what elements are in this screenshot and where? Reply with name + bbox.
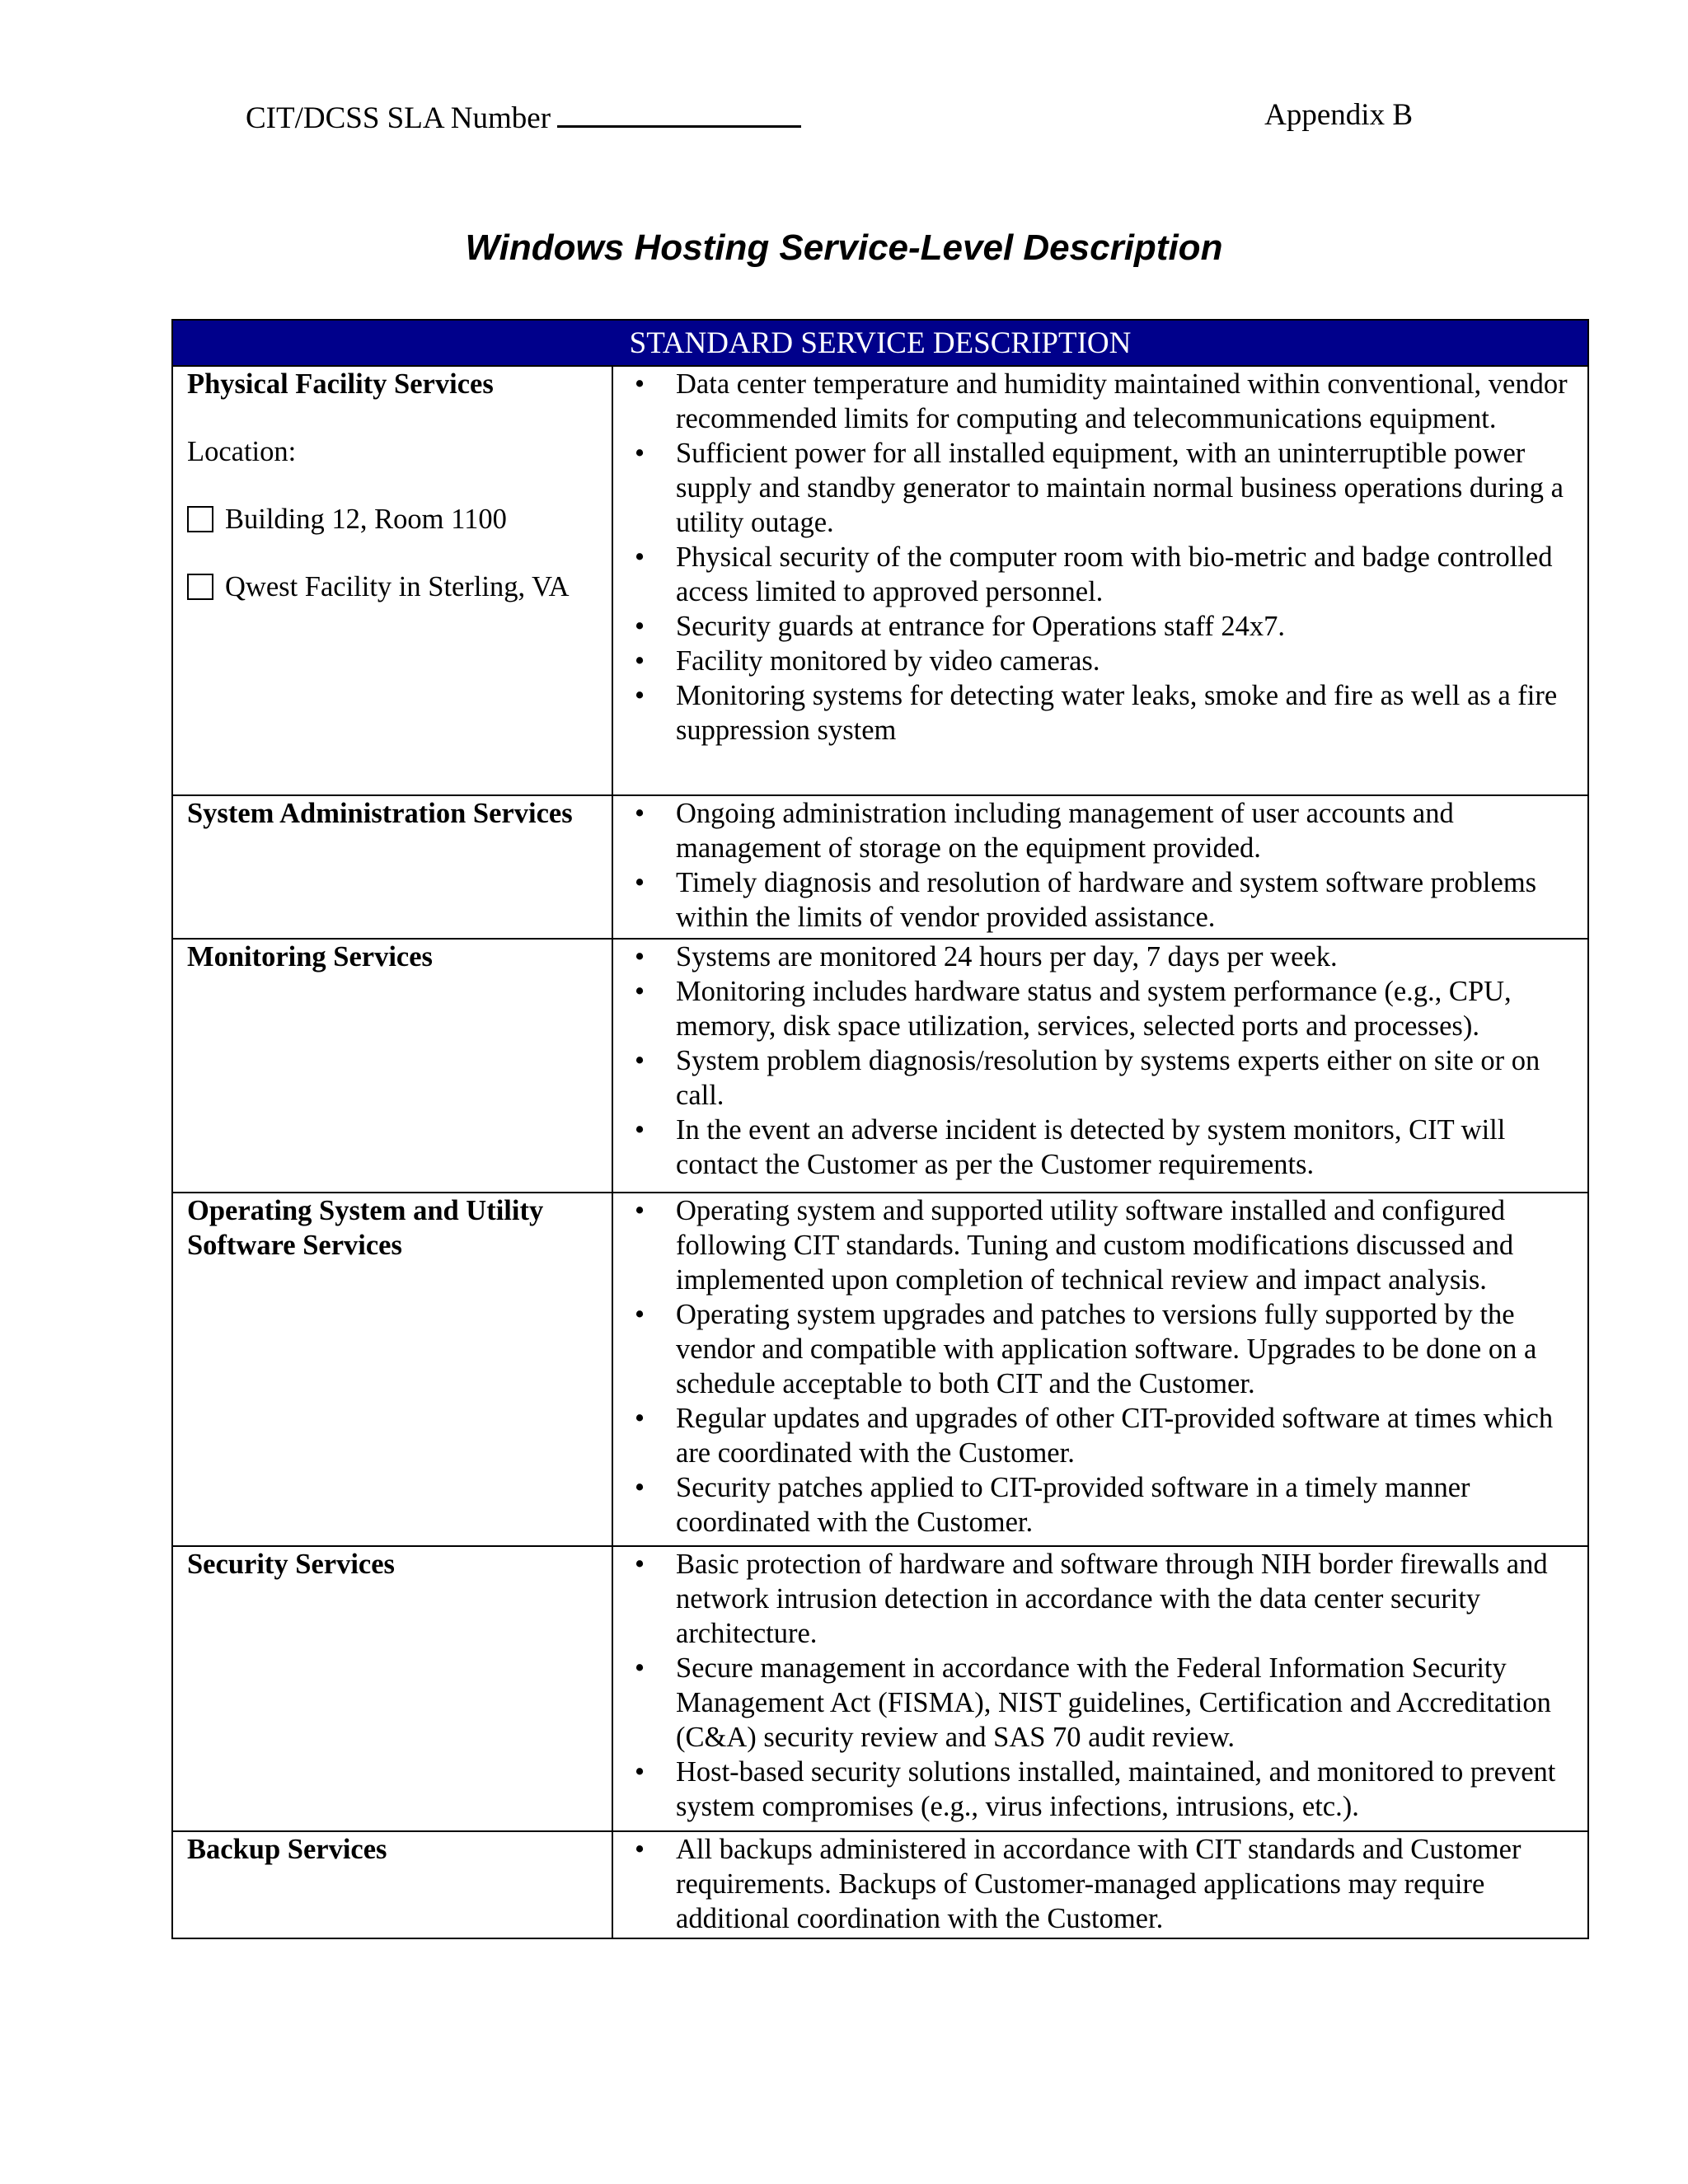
list-item: • In the event an adverse incident is detected by system monitors, CIT will contact the Customer as per the Customer requirements. bbox=[613, 1113, 1579, 1182]
category-cell bbox=[172, 1831, 612, 1938]
list-item: • Ongoing administration including management of user accounts and management of storage on the equipment provided. bbox=[613, 796, 1579, 865]
table-header: STANDARD SERVICE DESCRIPTION bbox=[172, 320, 1588, 366]
list-item: • Facility monitored by video cameras. bbox=[613, 644, 1579, 678]
description-cell bbox=[612, 1546, 1588, 1831]
category-cell bbox=[172, 1546, 612, 1831]
category-system-administration: System Administration Services bbox=[187, 798, 573, 829]
bullet-icon: • bbox=[634, 1549, 645, 1580]
category-monitoring: Monitoring Services bbox=[187, 941, 433, 972]
table-row bbox=[172, 795, 1588, 939]
bullet-list bbox=[613, 1193, 1579, 1540]
bullet-icon: • bbox=[634, 941, 645, 972]
description-cell bbox=[612, 366, 1588, 795]
bullet-icon: • bbox=[634, 1834, 645, 1865]
bullet-list bbox=[613, 940, 1579, 1182]
location-option-building-12[interactable] bbox=[187, 502, 607, 537]
list-item: • Monitoring includes hardware status and system performance (e.g., CPU, memory, disk space utilization, services, selected ports and processes). bbox=[613, 974, 1579, 1043]
bullet-icon: • bbox=[634, 438, 645, 469]
location-option-label: Qwest Facility in Sterling, VA bbox=[225, 571, 570, 602]
table-row bbox=[172, 1193, 1588, 1546]
list-item: • Systems are monitored 24 hours per day, 7 days per week. bbox=[613, 940, 1579, 974]
description-cell bbox=[612, 795, 1588, 939]
service-description-table bbox=[171, 319, 1589, 1939]
list-item: • Timely diagnosis and resolution of hardware and system software problems within the limits of vendor provided assistance. bbox=[613, 865, 1579, 935]
bullet-icon: • bbox=[634, 1045, 645, 1076]
bullet-icon: • bbox=[634, 1114, 645, 1146]
table-row bbox=[172, 1831, 1588, 1938]
sla-number-blank bbox=[557, 97, 801, 128]
location-label: Location: bbox=[187, 436, 297, 467]
bullet-icon: • bbox=[634, 867, 645, 898]
bullet-icon: • bbox=[634, 1472, 645, 1503]
bullet-icon: • bbox=[634, 1195, 645, 1226]
category-backup: Backup Services bbox=[187, 1834, 387, 1865]
bullet-icon: • bbox=[634, 611, 645, 642]
bullet-icon: • bbox=[634, 1299, 645, 1330]
bullet-icon: • bbox=[634, 976, 645, 1007]
bullet-icon: • bbox=[634, 680, 645, 711]
list-item: • Physical security of the computer room with bio-metric and badge controlled access limited to approved personnel. bbox=[613, 540, 1579, 609]
table-row bbox=[172, 939, 1588, 1193]
bullet-list bbox=[613, 1832, 1579, 1936]
list-item: • Security guards at entrance for Operations staff 24x7. bbox=[613, 609, 1579, 644]
sla-number-label: CIT/DCSS SLA Number bbox=[246, 101, 551, 135]
bullet-icon: • bbox=[634, 541, 645, 573]
bullet-icon: • bbox=[634, 645, 645, 677]
description-cell bbox=[612, 1193, 1588, 1546]
list-item: • Host-based security solutions installed, maintained, and monitored to prevent system compromises (e.g., virus infections, intrusions, etc.). bbox=[613, 1755, 1579, 1824]
category-physical-facility: Physical Facility Services bbox=[187, 368, 494, 400]
category-operating-system: Operating System and Utility Software Services bbox=[187, 1195, 544, 1261]
bullet-list bbox=[613, 1547, 1579, 1824]
bullet-icon: • bbox=[634, 1652, 645, 1684]
list-item: • System problem diagnosis/resolution by systems experts either on site or on call. bbox=[613, 1043, 1579, 1113]
bullet-icon: • bbox=[634, 368, 645, 400]
category-security: Security Services bbox=[187, 1549, 395, 1580]
list-item: • Operating system and supported utility software installed and configured following CIT standards. Tuning and custom modifications discussed and implemented upon completion of technical review and impact analysis. bbox=[613, 1193, 1579, 1297]
list-item: • Regular updates and upgrades of other CIT-provided software at times which are coordinated with the Customer. bbox=[613, 1401, 1579, 1470]
location-option-qwest[interactable] bbox=[187, 569, 607, 604]
checkbox-icon[interactable] bbox=[187, 574, 213, 600]
appendix-label: Appendix B bbox=[1264, 98, 1413, 132]
bullet-icon: • bbox=[634, 1756, 645, 1788]
category-cell bbox=[172, 1193, 612, 1546]
list-item: • Monitoring systems for detecting water leaks, smoke and fire as well as a fire suppression system bbox=[613, 678, 1579, 748]
sla-number-line bbox=[246, 97, 801, 136]
checkbox-icon[interactable] bbox=[187, 506, 213, 532]
bullet-list bbox=[613, 367, 1579, 748]
list-item: • Secure management in accordance with the Federal Information Security Management Act (FISMA), NIST guidelines, Certification and Accreditation (C&A) security review and SAS 70 audit review. bbox=[613, 1651, 1579, 1755]
bullet-list bbox=[613, 796, 1579, 935]
list-item: • All backups administered in accordance with CIT standards and Customer requirements. Backups of Customer-managed applications may require additional coordination with the Customer. bbox=[613, 1832, 1579, 1936]
document-title: Windows Hosting Service-Level Description bbox=[465, 227, 1223, 268]
table-row bbox=[172, 366, 1588, 795]
page-header bbox=[246, 97, 1432, 138]
bullet-icon: • bbox=[634, 1403, 645, 1434]
list-item: • Basic protection of hardware and software through NIH border firewalls and network intrusion detection in accordance with the data center security architecture. bbox=[613, 1547, 1579, 1651]
bullet-icon: • bbox=[634, 798, 645, 829]
table-row bbox=[172, 1546, 1588, 1831]
description-cell bbox=[612, 1831, 1588, 1938]
list-item: • Operating system upgrades and patches to versions fully supported by the vendor and compatible with application software. Upgrades to be done on a schedule acceptable to both CIT and the Customer. bbox=[613, 1297, 1579, 1401]
list-item: • Security patches applied to CIT-provided software in a timely manner coordinated with the Customer. bbox=[613, 1470, 1579, 1540]
list-item: • Sufficient power for all installed equipment, with an uninterruptible power supply and standby generator to maintain normal business operations during a utility outage. bbox=[613, 436, 1579, 540]
description-cell bbox=[612, 939, 1588, 1193]
category-cell bbox=[172, 939, 612, 1193]
list-item: • Data center temperature and humidity maintained within conventional, vendor recommended limits for computing and telecommunications equipment. bbox=[613, 367, 1579, 436]
category-cell bbox=[172, 366, 612, 795]
category-cell bbox=[172, 795, 612, 939]
location-option-label: Building 12, Room 1100 bbox=[225, 504, 507, 535]
